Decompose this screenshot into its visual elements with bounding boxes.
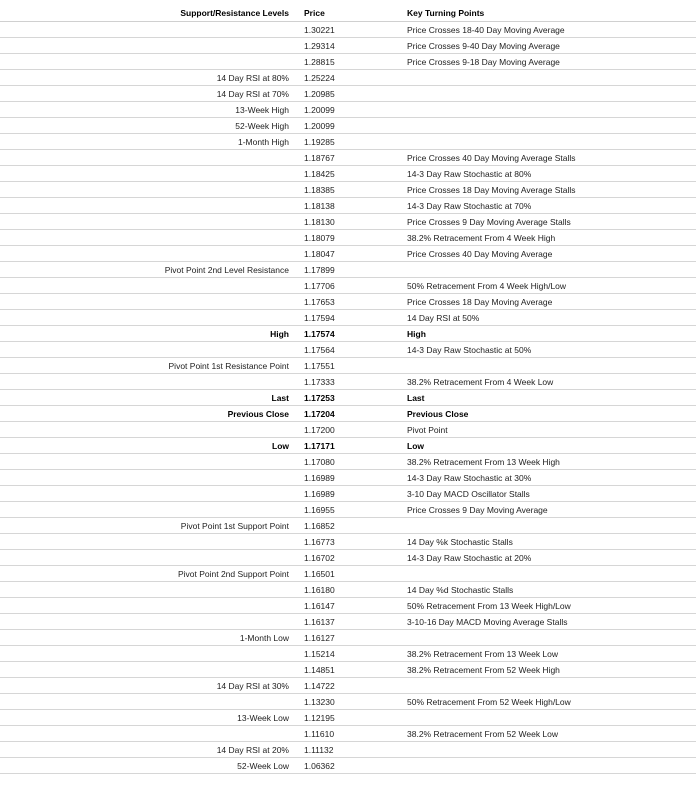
- table-row: [0, 486, 696, 502]
- price-cell: 1.16702: [297, 550, 371, 566]
- turning-point-cell: 38.2% Retracement From 13 Week High: [371, 454, 696, 470]
- turning-point-cell: Price Crosses 9-18 Day Moving Average: [371, 54, 696, 70]
- level-cell: 52-Week High: [0, 118, 297, 134]
- table-row: [0, 406, 696, 422]
- turning-point-cell: 14 Day %k Stochastic Stalls: [371, 534, 696, 550]
- table-row: [0, 662, 696, 678]
- level-cell: 13-Week High: [0, 102, 297, 118]
- table-row: [0, 502, 696, 518]
- level-cell: [0, 294, 297, 310]
- level-cell: [0, 582, 297, 598]
- price-cell: 1.18767: [297, 150, 371, 166]
- price-cell: 1.18047: [297, 246, 371, 262]
- price-cell: 1.28815: [297, 54, 371, 70]
- price-cell: 1.11132: [297, 742, 371, 758]
- level-cell: [0, 422, 297, 438]
- header-turning-points: Key Turning Points: [371, 5, 696, 22]
- price-cell: 1.17706: [297, 278, 371, 294]
- turning-point-cell: 38.2% Retracement From 13 Week Low: [371, 646, 696, 662]
- level-cell: [0, 214, 297, 230]
- level-cell: [0, 230, 297, 246]
- level-cell: [0, 550, 297, 566]
- price-cell: 1.16147: [297, 598, 371, 614]
- turning-point-cell: [371, 86, 696, 102]
- table-row: [0, 566, 696, 582]
- level-cell: Last: [0, 390, 297, 406]
- level-cell: [0, 38, 297, 54]
- price-cell: 1.16127: [297, 630, 371, 646]
- table-row: [0, 38, 696, 54]
- price-cell: 1.18425: [297, 166, 371, 182]
- level-cell: [0, 22, 297, 38]
- table-row: [0, 534, 696, 550]
- turning-point-cell: Price Crosses 40 Day Moving Average Stalls: [371, 150, 696, 166]
- level-cell: [0, 54, 297, 70]
- turning-point-cell: 38.2% Retracement From 52 Week High: [371, 662, 696, 678]
- turning-point-cell: 14 Day RSI at 50%: [371, 310, 696, 326]
- table-row: [0, 214, 696, 230]
- price-cell: 1.17171: [297, 438, 371, 454]
- turning-point-cell: 14-3 Day Raw Stochastic at 20%: [371, 550, 696, 566]
- turning-point-cell: [371, 742, 696, 758]
- price-cell: 1.17594: [297, 310, 371, 326]
- price-cell: 1.12195: [297, 710, 371, 726]
- price-cell: 1.17574: [297, 326, 371, 342]
- price-cell: 1.16989: [297, 486, 371, 502]
- level-cell: Previous Close: [0, 406, 297, 422]
- price-cell: 1.06362: [297, 758, 371, 774]
- price-cell: 1.16955: [297, 502, 371, 518]
- level-cell: Pivot Point 2nd Support Point: [0, 566, 297, 582]
- level-cell: [0, 486, 297, 502]
- header-row: [0, 5, 696, 22]
- table-row: [0, 166, 696, 182]
- table-row: [0, 742, 696, 758]
- turning-point-cell: Price Crosses 9-40 Day Moving Average: [371, 38, 696, 54]
- level-cell: 14 Day RSI at 70%: [0, 86, 297, 102]
- level-cell: [0, 614, 297, 630]
- table-row: [0, 454, 696, 470]
- turning-point-cell: 3-10-16 Day MACD Moving Average Stalls: [371, 614, 696, 630]
- price-cell: 1.16773: [297, 534, 371, 550]
- price-cell: 1.17899: [297, 262, 371, 278]
- price-cell: 1.17551: [297, 358, 371, 374]
- level-cell: [0, 646, 297, 662]
- turning-point-cell: High: [371, 326, 696, 342]
- level-cell: [0, 726, 297, 742]
- turning-point-cell: [371, 134, 696, 150]
- turning-point-cell: 50% Retracement From 52 Week High/Low: [371, 694, 696, 710]
- table-row: [0, 582, 696, 598]
- level-cell: [0, 502, 297, 518]
- turning-point-cell: 14-3 Day Raw Stochastic at 70%: [371, 198, 696, 214]
- table-row: [0, 358, 696, 374]
- turning-point-cell: Last: [371, 390, 696, 406]
- table-row: [0, 470, 696, 486]
- level-cell: [0, 470, 297, 486]
- table-row: [0, 134, 696, 150]
- table-row: [0, 86, 696, 102]
- turning-point-cell: 50% Retracement From 4 Week High/Low: [371, 278, 696, 294]
- level-cell: 13-Week Low: [0, 710, 297, 726]
- price-cell: 1.20985: [297, 86, 371, 102]
- turning-point-cell: [371, 102, 696, 118]
- level-cell: [0, 310, 297, 326]
- table-row: [0, 614, 696, 630]
- price-cell: 1.17200: [297, 422, 371, 438]
- table-row: [0, 694, 696, 710]
- table-row: [0, 230, 696, 246]
- turning-point-cell: Low: [371, 438, 696, 454]
- table-row: [0, 726, 696, 742]
- turning-point-cell: Price Crosses 18 Day Moving Average: [371, 294, 696, 310]
- support-resistance-table: [0, 5, 696, 774]
- price-cell: 1.13230: [297, 694, 371, 710]
- table-row: [0, 710, 696, 726]
- level-cell: [0, 166, 297, 182]
- level-cell: [0, 198, 297, 214]
- price-cell: 1.29314: [297, 38, 371, 54]
- table-row: [0, 70, 696, 86]
- header-price: Price: [297, 5, 371, 22]
- level-cell: [0, 278, 297, 294]
- turning-point-cell: [371, 758, 696, 774]
- price-cell: 1.20099: [297, 118, 371, 134]
- turning-point-cell: Pivot Point: [371, 422, 696, 438]
- turning-point-cell: 14 Day %d Stochastic Stalls: [371, 582, 696, 598]
- level-cell: Pivot Point 1st Support Point: [0, 518, 297, 534]
- turning-point-cell: [371, 262, 696, 278]
- turning-point-cell: Price Crosses 9 Day Moving Average Stalls: [371, 214, 696, 230]
- level-cell: 14 Day RSI at 80%: [0, 70, 297, 86]
- table-row: [0, 278, 696, 294]
- table-row: [0, 550, 696, 566]
- header-levels: Support/Resistance Levels: [0, 5, 297, 22]
- price-cell: 1.18130: [297, 214, 371, 230]
- table-row: [0, 198, 696, 214]
- level-cell: [0, 374, 297, 390]
- turning-point-cell: 14-3 Day Raw Stochastic at 30%: [371, 470, 696, 486]
- table-row: [0, 118, 696, 134]
- price-cell: 1.16852: [297, 518, 371, 534]
- price-cell: 1.16989: [297, 470, 371, 486]
- level-cell: 14 Day RSI at 20%: [0, 742, 297, 758]
- table-row: [0, 374, 696, 390]
- level-cell: [0, 454, 297, 470]
- level-cell: Pivot Point 2nd Level Resistance: [0, 262, 297, 278]
- price-cell: 1.17204: [297, 406, 371, 422]
- table-row: [0, 246, 696, 262]
- turning-point-cell: Price Crosses 40 Day Moving Average: [371, 246, 696, 262]
- level-cell: [0, 342, 297, 358]
- turning-point-cell: [371, 518, 696, 534]
- price-cell: 1.17564: [297, 342, 371, 358]
- price-cell: 1.17653: [297, 294, 371, 310]
- level-cell: [0, 534, 297, 550]
- turning-point-cell: [371, 118, 696, 134]
- table-row: [0, 630, 696, 646]
- turning-point-cell: [371, 678, 696, 694]
- level-cell: [0, 246, 297, 262]
- table-row: [0, 390, 696, 406]
- price-cell: 1.18138: [297, 198, 371, 214]
- turning-point-cell: 14-3 Day Raw Stochastic at 80%: [371, 166, 696, 182]
- price-cell: 1.16501: [297, 566, 371, 582]
- table-row: [0, 518, 696, 534]
- price-cell: 1.17080: [297, 454, 371, 470]
- level-cell: Low: [0, 438, 297, 454]
- price-cell: 1.17253: [297, 390, 371, 406]
- table-row: [0, 342, 696, 358]
- price-cell: 1.14722: [297, 678, 371, 694]
- price-cell: 1.25224: [297, 70, 371, 86]
- turning-point-cell: [371, 710, 696, 726]
- table-row: [0, 294, 696, 310]
- turning-point-cell: Price Crosses 18 Day Moving Average Stalls: [371, 182, 696, 198]
- price-cell: 1.18385: [297, 182, 371, 198]
- turning-point-cell: 38.2% Retracement From 4 Week Low: [371, 374, 696, 390]
- table-row: [0, 150, 696, 166]
- turning-point-cell: [371, 70, 696, 86]
- table-row: [0, 22, 696, 38]
- turning-point-cell: 50% Retracement From 13 Week High/Low: [371, 598, 696, 614]
- level-cell: High: [0, 326, 297, 342]
- table-row: [0, 598, 696, 614]
- level-cell: 14 Day RSI at 30%: [0, 678, 297, 694]
- price-cell: 1.11610: [297, 726, 371, 742]
- table-row: [0, 102, 696, 118]
- level-cell: Pivot Point 1st Resistance Point: [0, 358, 297, 374]
- level-cell: 52-Week Low: [0, 758, 297, 774]
- turning-point-cell: Price Crosses 18-40 Day Moving Average: [371, 22, 696, 38]
- table-row: [0, 678, 696, 694]
- table-row: [0, 182, 696, 198]
- price-cell: 1.16180: [297, 582, 371, 598]
- level-cell: [0, 182, 297, 198]
- level-cell: [0, 694, 297, 710]
- turning-point-cell: 38.2% Retracement From 4 Week High: [371, 230, 696, 246]
- level-cell: [0, 150, 297, 166]
- turning-point-cell: [371, 630, 696, 646]
- table-row: [0, 54, 696, 70]
- level-cell: [0, 662, 297, 678]
- price-cell: 1.17333: [297, 374, 371, 390]
- turning-point-cell: [371, 358, 696, 374]
- price-cell: 1.14851: [297, 662, 371, 678]
- price-cell: 1.20099: [297, 102, 371, 118]
- level-cell: [0, 598, 297, 614]
- turning-point-cell: 38.2% Retracement From 52 Week Low: [371, 726, 696, 742]
- table-row: [0, 758, 696, 774]
- price-cell: 1.15214: [297, 646, 371, 662]
- table-row: [0, 262, 696, 278]
- turning-point-cell: Previous Close: [371, 406, 696, 422]
- table-row: [0, 310, 696, 326]
- price-cell: 1.19285: [297, 134, 371, 150]
- table-row: [0, 422, 696, 438]
- level-cell: 1-Month High: [0, 134, 297, 150]
- turning-point-cell: 14-3 Day Raw Stochastic at 50%: [371, 342, 696, 358]
- level-cell: 1-Month Low: [0, 630, 297, 646]
- table-row: [0, 438, 696, 454]
- price-cell: 1.16137: [297, 614, 371, 630]
- price-cell: 1.30221: [297, 22, 371, 38]
- table-row: [0, 326, 696, 342]
- table-row: [0, 646, 696, 662]
- turning-point-cell: Price Crosses 9 Day Moving Average: [371, 502, 696, 518]
- turning-point-cell: 3-10 Day MACD Oscillator Stalls: [371, 486, 696, 502]
- turning-point-cell: [371, 566, 696, 582]
- price-cell: 1.18079: [297, 230, 371, 246]
